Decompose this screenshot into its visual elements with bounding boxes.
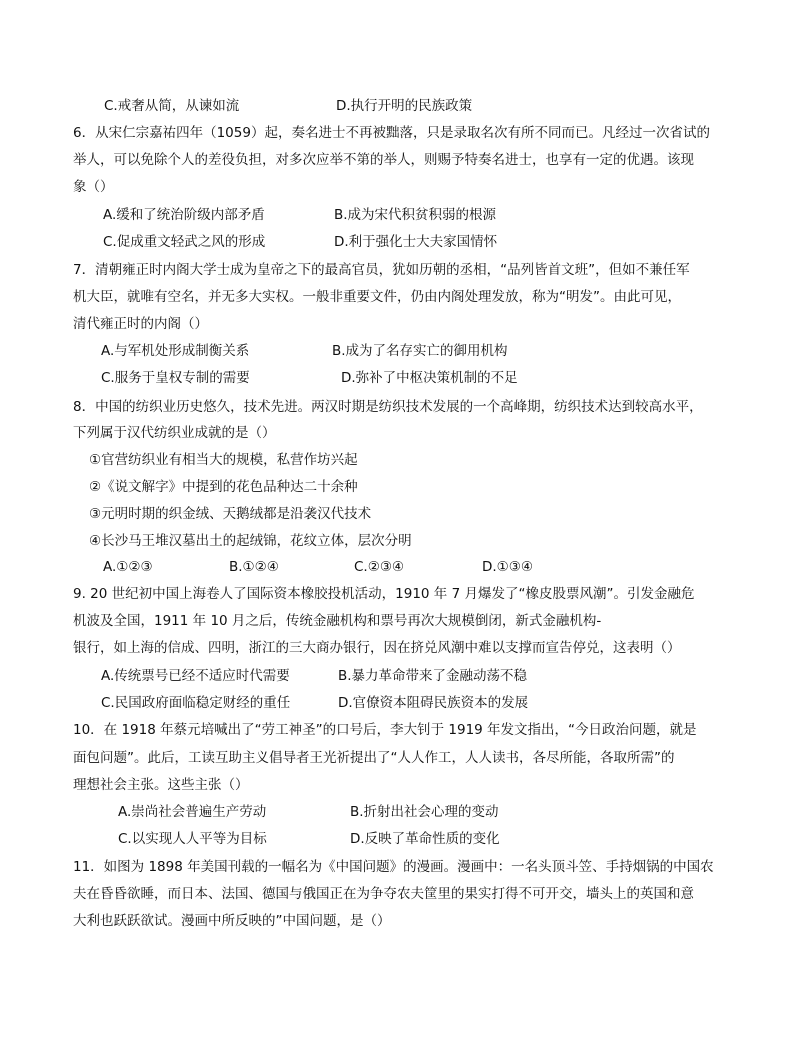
q5-option-c: C.戒奢从简，从谏如流 [104,98,240,114]
q6-stem-line3: 象（） [73,179,114,195]
q11-stem-line1: 11．如图为 1898 年美国刊载的一幅名为《中国问题》的漫画。漫画中：一名头顶斗笠、手持烟锅的中国农 [73,859,714,875]
q8-stem-line2: 下列属于汉代纺织业成就的是（） [73,425,276,441]
q8-item-2: ②《说文解字》中提到的花色品种达二十余种 [89,479,358,495]
q5-option-d: D.执行开明的民族政策 [336,98,473,114]
q10-option-b: B.折射出社会心理的变动 [350,804,499,820]
q7-stem-line1: 7．清朝雍正时内阁大学士成为皇帝之下的最高官员，犹如历朝的丞相，“品列皆首文班”，但如不兼任军 [73,262,690,278]
q6-stem-line2: 举人，可以免除个人的差役负担，对多次应举不第的举人，则赐予特奏名进士，也享有一定的优遇。该现 [73,152,694,168]
q10-option-c: C.以实现人人平等为目标 [118,831,267,847]
q8-option-a: A.①②③ [103,559,153,575]
q8-item-4: ④长沙马王堆汉墓出土的起绒锦，花纹立体，层次分明 [89,533,412,549]
q9-stem-line1: 9. 20 世纪初中国上海卷人了国际资本橡胶投机活动，1910 年 7 月爆发了“橡皮股票风潮”。引发金融危 [73,586,695,602]
q8-item-1: ①官营纺织业有相当大的规模，私营作坊兴起 [89,452,358,468]
q7-option-b: B.成为了名存实亡的御用机构 [332,343,508,359]
q7-option-c: C.服务于皇权专制的需要 [101,370,250,386]
q6-option-d: D.利于强化士大夫家国情怀 [334,234,498,250]
q10-option-a: A.崇尚社会普遍生产劳动 [118,804,267,820]
q6-stem-line1: 6．从宋仁宗嘉祐四年（1059）起，奏名进士不再被黜落，只是录取名次有所不同而已。凡经过一次省试的 [73,125,710,141]
q11-stem-line3: 大利也跃跃欲试。漫画中所反映的”中国问题，是（） [73,913,391,929]
q7-option-d: D.弥补了中枢决策机制的不足 [341,370,518,386]
q9-option-a: A.传统票号已经不适应时代需要 [101,668,290,684]
q6-option-a: A.缓和了统治阶级内部矛盾 [103,207,265,223]
q8-option-d: D.①③④ [482,559,533,575]
q7-stem-line3: 清代雍正时的内阁（） [73,316,208,332]
q8-item-3: ③元明时期的织金绒、天鹅绒都是沿袭汉代技术 [89,506,372,522]
q10-stem-line3: 理想社会主张。这些主张（） [73,777,249,793]
q10-stem-line2: 面包问题”。此后，工读互助主义倡导者王光祈提出了“人人作工，人人读书，各尽所能，各取所需”的 [73,750,675,766]
q10-stem-line1: 10．在 1918 年蔡元培喊出了“劳工神圣”的口号后，李大钊于 1919 年发文指出，“今日政治问题，就是 [73,722,697,738]
q8-option-c: C.②③④ [354,559,405,575]
q11-stem-line2: 夫在昏昏欲睡，而日本、法国、德国与俄国正在为争夺农夫筐里的果实打得不可开交，墙头上的英国和意 [73,886,694,902]
q7-stem-line2: 机大臣，就唯有空名，并无多大实权。一般非重要文件，仍由内阁处理发放，称为“明发”。由此可见， [73,289,681,305]
q10-option-d: D.反映了革命性质的变化 [350,831,500,847]
q9-option-d: D.官僚资本阻碍民族资本的发展 [338,695,529,711]
q6-option-b: B.成为宋代积贫积弱的根源 [334,207,497,223]
q9-option-b: B.暴力革命带来了金融动荡不稳 [338,668,528,684]
q7-option-a: A.与军机处形成制衡关系 [101,343,250,359]
q9-stem-line3: 银行，如上海的信成、四明，浙江的三大商办银行，因在挤兑风潮中难以支撑而宣告停兑，这表明（） [73,640,681,656]
q6-option-c: C.促成重文轻武之风的形成 [103,234,266,250]
q9-stem-line2: 机波及全国，1911 年 10 月之后，传统金融机构和票号再次大规模倒闭，新式金融机构- [73,613,602,629]
q8-option-b: B.①②④ [229,559,279,575]
q8-stem-line1: 8．中国的纺织业历史悠久，技术先进。两汉时期是纺织技术发展的一个高峰期，纺织技术达到较高水平， [73,399,703,415]
q9-option-c: C.民国政府面临稳定财经的重任 [101,695,291,711]
